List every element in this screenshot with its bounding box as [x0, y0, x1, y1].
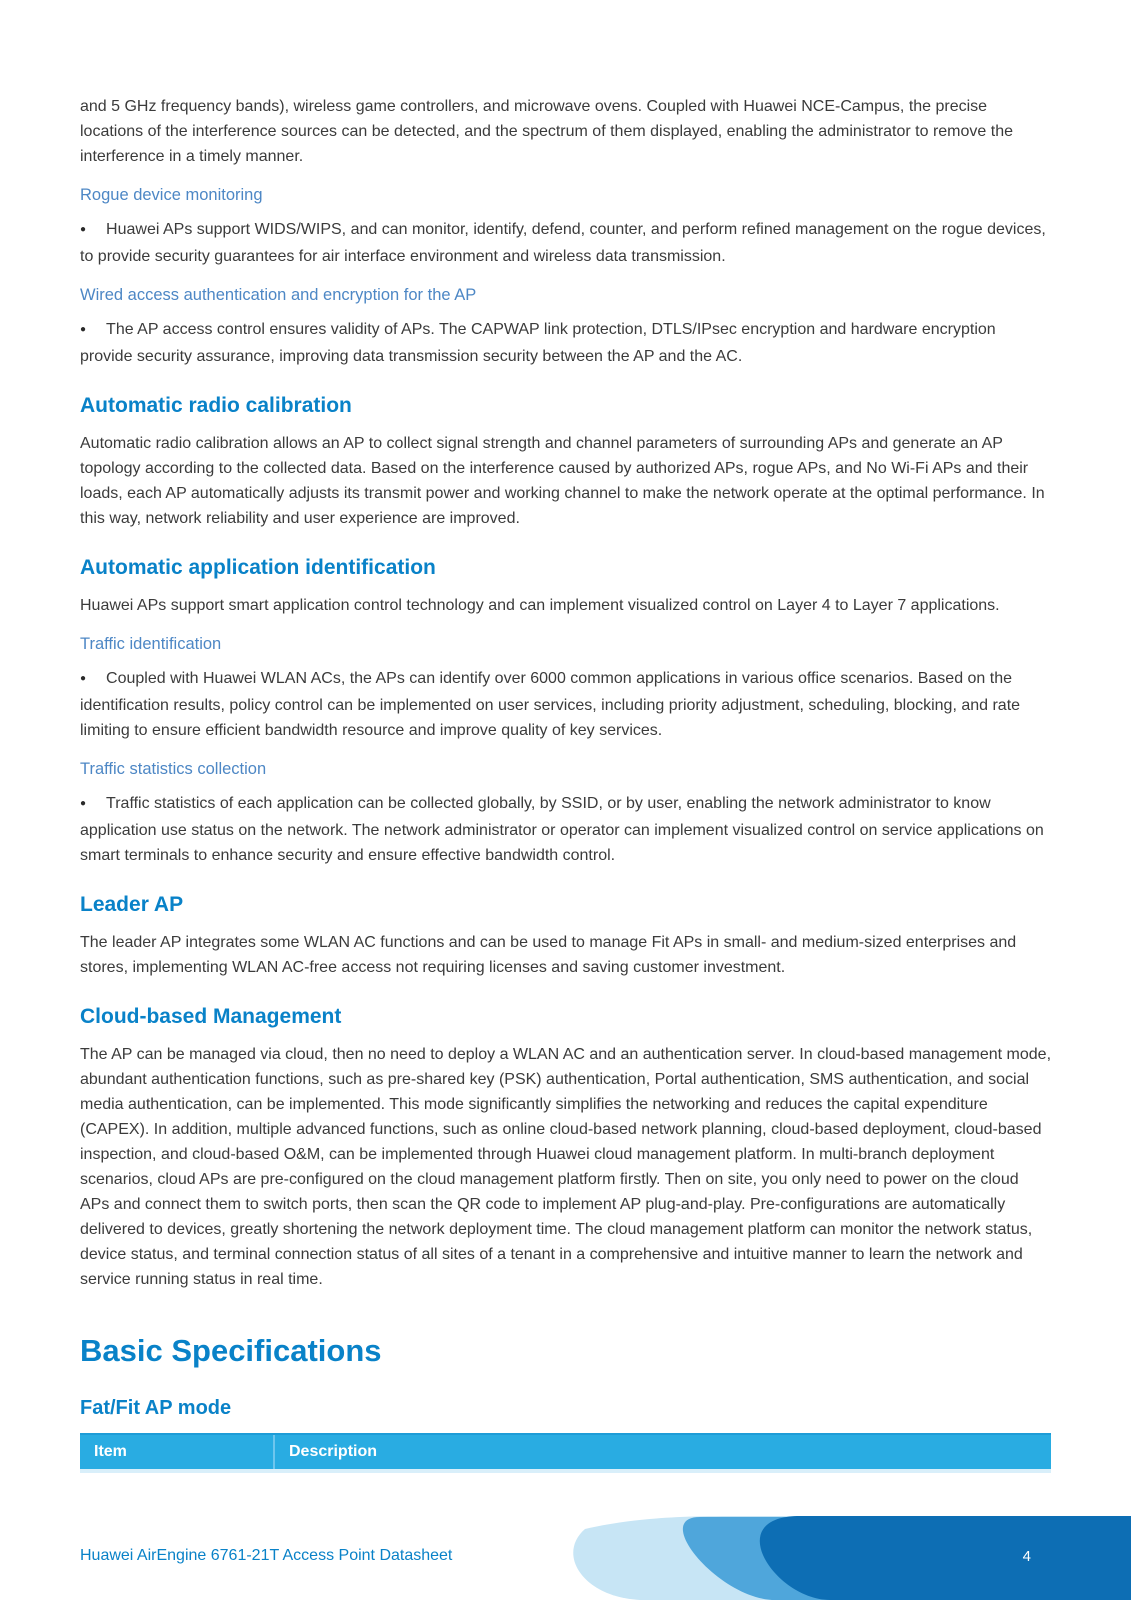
- section-heading: Automatic radio calibration: [80, 394, 352, 417]
- bullet-icon: ●: [80, 324, 87, 335]
- table-header-row: [80, 1433, 1051, 1469]
- section-heading: Cloud-based Management: [80, 1005, 342, 1028]
- table-title: Fat/Fit AP mode: [80, 1397, 232, 1419]
- subsection-heading: Traffic statistics collection: [80, 760, 267, 778]
- bullet-icon: ●: [80, 673, 87, 684]
- table-header-item: Item: [80, 1435, 275, 1469]
- paragraph: and 5 GHz frequency bands), wireless game controllers, and microwave ovens. Coupled with Huawei NCE-Campus, the precise locations of the interference sources can be detected, and the spectrum of them displayed, enabling the administrator to remove the interference in a timely manner.: [80, 98, 1013, 165]
- bullet-text: The AP access control ensures validity of APs. The CAPWAP link protection, DTLS/IPsec encryption and hardware encryption provide security assurance, improving data transmission security between the AP and the AC.: [80, 321, 996, 365]
- section-heading: Leader AP: [80, 893, 184, 916]
- chapter-heading: Basic Specifications: [80, 1333, 382, 1368]
- bullet-text: Huawei APs support WIDS/WIPS, and can monitor, identify, defend, counter, and perform refined management on the rogue devices, to provide security guarantees for air interface environment and wireless data transmission.: [80, 221, 1046, 265]
- bullet-item: [80, 217, 1051, 269]
- table-header-description: Description: [289, 1443, 378, 1460]
- paragraph: The AP can be managed via cloud, then no need to deploy a WLAN AC and an authentication server. In cloud-based management mode, abundant authentication functions, such as pre-shared key (PSK) authentication, Portal authentication, SMS authentication, and social media authentication, can be implemented. This mode significantly simplifies the networking and reduces the capital expenditure (CAPEX). In addition, multiple advanced functions, such as online cloud-based network planning, cloud-based deployment, cloud-based inspection, and cloud-based O&M, can be implemented through Huawei cloud management platform. In multi-branch deployment scenarios, cloud APs are pre-configured on the cloud management platform firstly. Then on site, you only need to power on the cloud APs and connect them to switch ports, then scan the QR code to implement AP plug-and-play. Pre-configurations are automatically delivered to devices, greatly shortening the network deployment time. The cloud management platform can monitor the network status, device status, and terminal connection status of all sites of a tenant in a comprehensive and intuitive manner to learn the network and service running status in real time.: [80, 1046, 1052, 1288]
- subsection-heading: Rogue device monitoring: [80, 186, 263, 204]
- page-number: 4: [1022, 1548, 1031, 1565]
- subsection-heading: Wired access authentication and encryption for the AP: [80, 286, 477, 304]
- paragraph: The leader AP integrates some WLAN AC functions and can be used to manage Fit APs in small- and medium-sized enterprises and stores, implementing WLAN AC-free access not requiring licenses and saving customer investment.: [80, 934, 1017, 976]
- bullet-item: [80, 666, 1051, 743]
- bullet-item: [80, 791, 1051, 868]
- bullet-item: [80, 317, 1051, 369]
- section-heading: Automatic application identification: [80, 556, 436, 579]
- subsection-heading: Traffic identification: [80, 635, 222, 653]
- footer-document-title: Huawei AirEngine 6761-21T Access Point Datasheet: [80, 1547, 453, 1564]
- bullet-icon: ●: [80, 224, 87, 235]
- paragraph: Automatic radio calibration allows an AP to collect signal strength and channel parameters of surrounding APs and generate an AP topology according to the collected data. Based on the interference caused by authorized APs, rogue APs, and No Wi-Fi APs and their loads, each AP automatically adjusts its transmit power and working channel to make the network operate at the optimal performance. In this way, network reliability and user experience are improved.: [80, 435, 1045, 527]
- bullet-icon: ●: [80, 798, 87, 809]
- fat-fit-ap-mode-table: [80, 1433, 1051, 1473]
- bullet-text: Coupled with Huawei WLAN ACs, the APs can identify over 6000 common applications in various office scenarios. Based on the identification results, policy control can be implemented on user services, including priority adjustment, scheduling, blocking, and rate limiting to ensure efficient bandwidth resource and improve quality of key services.: [80, 670, 1021, 739]
- document-sections: [80, 94, 1051, 1421]
- table-row-stub: [80, 1469, 1051, 1473]
- wave-dark-shape: [760, 1516, 1131, 1600]
- bullet-text: Traffic statistics of each application can be collected globally, by SSID, or by user, enabling the network administrator to know application use status on the network. The network administrator or operator can implement visualized control on service applications on smart terminals to enhance security and ensure effective bandwidth control.: [80, 795, 1044, 864]
- paragraph: Huawei APs support smart application control technology and can implement visualized control on Layer 4 to Layer 7 applications.: [80, 597, 1000, 614]
